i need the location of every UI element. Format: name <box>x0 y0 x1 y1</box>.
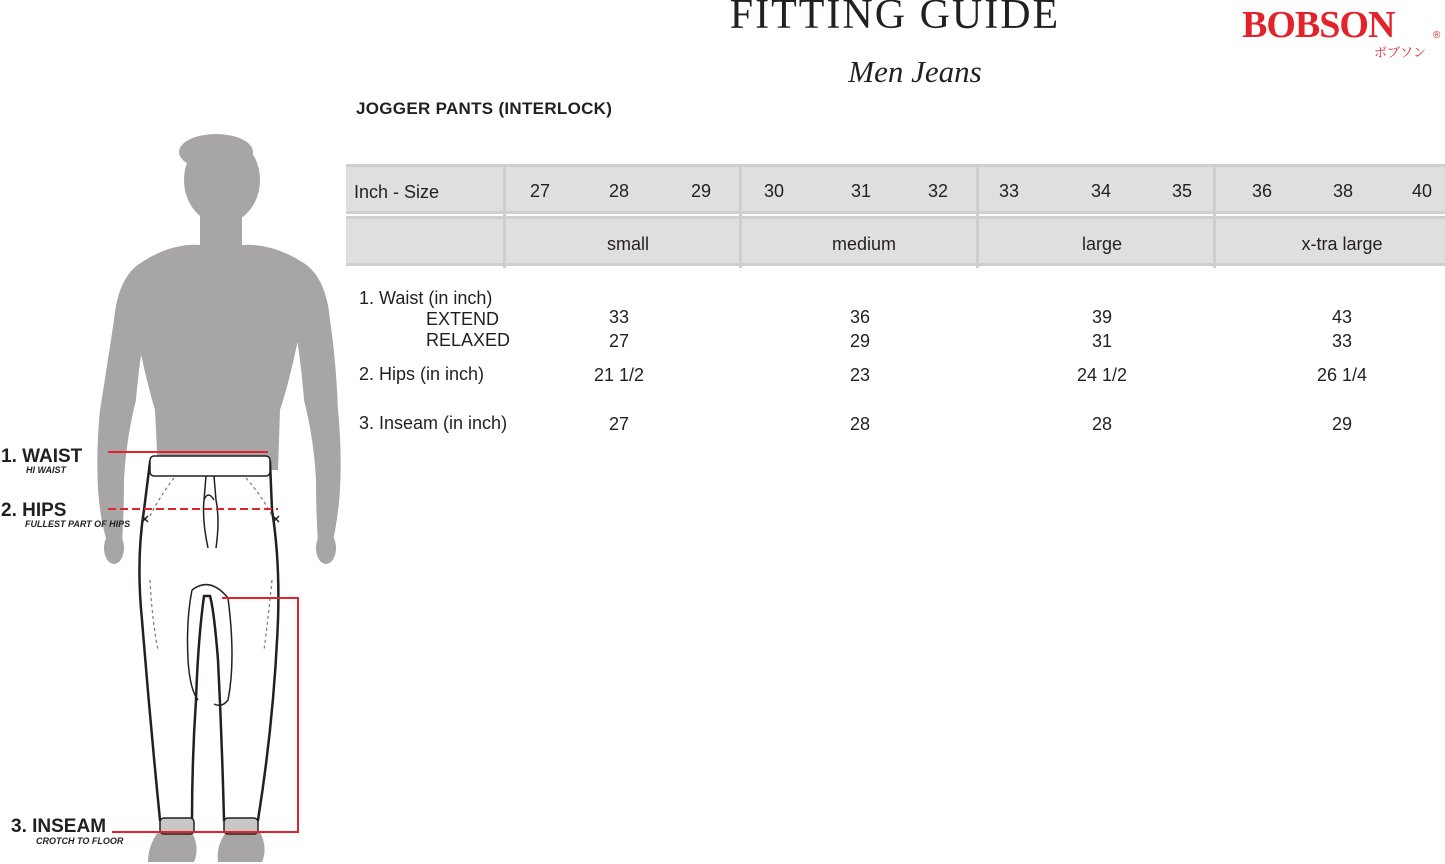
size-cell: 38 <box>1332 181 1354 201</box>
inseam-label: 3. INSEAM <box>11 816 107 837</box>
registered-mark: ® <box>1433 30 1441 41</box>
waist-sublabel: HI WAIST <box>26 465 66 475</box>
hips-sublabel: FULLEST PART OF HIPS <box>25 519 131 529</box>
brand-name: BOBSON <box>1242 4 1395 46</box>
hips-value: 26 1/4 <box>1316 365 1368 385</box>
size-cell: 35 <box>1171 181 1193 201</box>
size-cell: 28 <box>608 181 630 201</box>
hips-label: 2. HIPS <box>1 500 67 521</box>
column-divider <box>976 164 979 268</box>
relaxed-value: 33 <box>1331 331 1353 351</box>
size-header-label: Inch - Size <box>354 182 440 202</box>
size-group-medium: medium <box>831 234 897 254</box>
bobson-logo <box>1240 4 1445 64</box>
page-title: FITTING GUIDE <box>729 0 1061 38</box>
jogger-pants-drawing <box>139 462 278 820</box>
inseam-value: 27 <box>608 414 630 434</box>
body-figure-illustration <box>0 0 345 864</box>
size-cell: 40 <box>1411 181 1433 201</box>
size-cell: 27 <box>529 181 551 201</box>
size-cell: 31 <box>850 181 872 201</box>
inseam-value: 28 <box>1091 414 1113 434</box>
relaxed-value: 29 <box>849 331 871 351</box>
extend-value: 43 <box>1331 307 1353 327</box>
column-divider <box>739 164 742 268</box>
extend-value: 33 <box>608 307 630 327</box>
size-header-band <box>346 164 1445 214</box>
relaxed-label: RELAXED <box>426 330 511 350</box>
waist-row-label: 1. Waist (in inch) <box>359 288 493 308</box>
column-divider <box>1213 164 1216 268</box>
inseam-row-label: 3. Inseam (in inch) <box>359 413 508 433</box>
relaxed-value: 27 <box>608 331 630 351</box>
size-group-large: large <box>1081 234 1123 254</box>
product-name: JOGGER PANTS (INTERLOCK) <box>356 99 613 118</box>
size-cell: 36 <box>1251 181 1273 201</box>
hips-value: 23 <box>849 365 871 385</box>
inseam-value: 29 <box>1331 414 1353 434</box>
column-divider <box>503 164 506 268</box>
size-cell: 30 <box>763 181 785 201</box>
hips-row-label: 2. Hips (in inch) <box>359 364 485 384</box>
brand-katakana: ボブソン <box>1374 45 1427 60</box>
inseam-sublabel: CROTCH TO FLOOR <box>36 836 124 846</box>
size-cell: 33 <box>998 181 1020 201</box>
relaxed-value: 31 <box>1091 331 1113 351</box>
waist-label: 1. WAIST <box>1 446 83 467</box>
size-cell: 29 <box>690 181 712 201</box>
size-group-xtra-large: x-tra large <box>1301 234 1383 254</box>
extend-value: 39 <box>1091 307 1113 327</box>
extend-label: EXTEND <box>426 309 500 329</box>
size-cell: 34 <box>1090 181 1112 201</box>
page-subtitle: Men Jeans <box>848 54 982 89</box>
hips-value: 24 1/2 <box>1076 365 1128 385</box>
size-group-small: small <box>606 234 650 254</box>
hips-value: 21 1/2 <box>593 365 645 385</box>
size-cell: 32 <box>927 181 949 201</box>
inseam-value: 28 <box>849 414 871 434</box>
extend-value: 36 <box>849 307 871 327</box>
